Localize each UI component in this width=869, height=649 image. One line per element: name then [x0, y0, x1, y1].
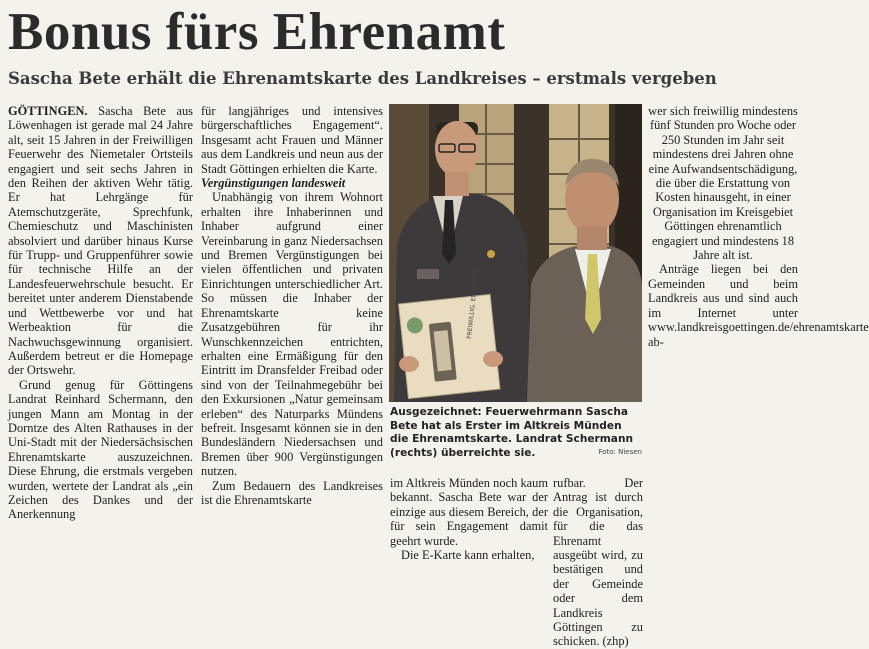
paragraph: im Altkreis Münden noch kaum bekannt. Sascha Bete war der einzige aus diesem Bereich, der für sein Engagement damit geehrt wurde.: [390, 476, 548, 548]
subheadline: Sascha Bete erhält die Ehrenamtskarte des Landkreises – erstmals vergeben: [8, 69, 717, 88]
article-column-3-left: [390, 476, 548, 562]
paragraph: Grund genug für Göttingens Landrat Reinhard Schermann, den jungen Mann am Montag in der Dorntze des Alten Rathauses in der Uni-Stadt mit der Niedersächsischen Ehrenamtskarte auszuzeichnen. Diese Ehrung, die erstmals vergeben wurden, wertete der Landrat als „ein Zeichen des Dankes und der Anerkennung: [8, 377, 193, 522]
paragraph: wer sich freiwillig mindestens fünf Stunden pro Woche oder 250 Stunden im Jahr seit mindestens drei Jahren ohne eine Aufwandsentschädigung, die über die Erstattung von Kosten hinausgeht, in einer Organisation im Kreisgebiet Göttingen ehrenamtlich engagiert und mindestens 18 Jahre alt ist.: [648, 104, 798, 263]
paragraph: Die E-Karte kann erhalten,: [401, 548, 535, 563]
paragraph: Unabhängig von ihrem Wohnort erhalten ihre Inhaberinnen und Inhaber aufgrund einer Vereinbarung in ganz Niedersachsen und Bremen Vergünstigungen bei vielen öffentlichen und privaten Einrichtungen unterschiedlicher Art. So müssen die Inhaber der Ehrenamtskarte keine Zusatzgebühren für ihr Wunschkennzeichen entrichten, erhalten eine Ermäßigung für den Eintritt im Dransfelder Freibad oder sind von der Teilnahmegebühr bei den Exkursionen „Natur gemeinsam erleben“ des Naturparks Mündens befreit. Insgesamt können sie in den Bundesländern Niedersachsen und Bremen über 900 Vergünstigungen nutzen.: [201, 190, 383, 479]
paragraph: [8, 104, 193, 378]
section-subhead: Vergünstigungen landesweit: [201, 176, 346, 191]
article-column-3-right: [553, 476, 643, 649]
paragraph-text: Sascha Bete aus Löwenhagen ist gerade mal 24 Jahre alt, seit 15 Jahren in der Freiwilligen Feuerwehr des Niemetaler Ortsteils engagiert und seit sechs Jahren in den Reihen der aktiven Wehr tätig. Er hat Lehrgänge für Atemschutzgeräte, Sprechfunk, Chemieschutz und Maschinisten absolviert und darüber hinaus Kurse für Trupp- und Gruppenführer sowie für technische Hilfe an der Landesfeuerwehrschule besucht. Er bereitet unter anderem Dienstabende und Wettbewerbe vor und hat Werbeaktion für die Nachwuchsgewinnung organisiert. Außerdem betreut er die Homepage der Ortswehr.: [8, 104, 193, 378]
article-column-1: [8, 104, 193, 522]
photo-credit: Foto: Niesen: [598, 448, 642, 456]
card-text: FREIWILLIG. ENGAGIERT.: [466, 265, 481, 340]
paragraph: Anträge liegen bei den Gemeinden und beim Landkreis aus und sind auch im Internet unter www.landkreisgoettingen.de/ehrenamtskarte ab-: [648, 262, 869, 349]
photo: [389, 104, 642, 402]
dateline: GÖTTINGEN.: [8, 104, 88, 118]
paragraph: Zum Bedauern des Landkreises ist die Ehrenamtskarte: [201, 478, 383, 507]
paragraph: für langjähriges und intensives bürgerschaftliches Engagement“. Insgesamt acht Frauen und Männer aus dem Landkreis und neun aus der Stadt Göttingen erhielten die Karte.: [201, 104, 383, 176]
photo-caption: Ausgezeichnet: Feuerwehrmann Sascha Bete hat als Erster im Altkreis Münden die Ehrenamtskarte. Landrat Schermann (rechts) überreichte sie.: [390, 406, 634, 459]
headline: Bonus fürs Ehrenamt: [8, 3, 506, 61]
photo-image: [389, 104, 642, 402]
paragraph: rufbar. Der Antrag ist durch die Organisation, für die das Ehrenamt ausgeübt wird, zu bestätigen und der Gemeinde oder dem Landkreis Göttingen zu schicken. (zhp): [553, 476, 643, 649]
article-column-4: [648, 104, 869, 349]
article-column-2: [201, 104, 383, 507]
